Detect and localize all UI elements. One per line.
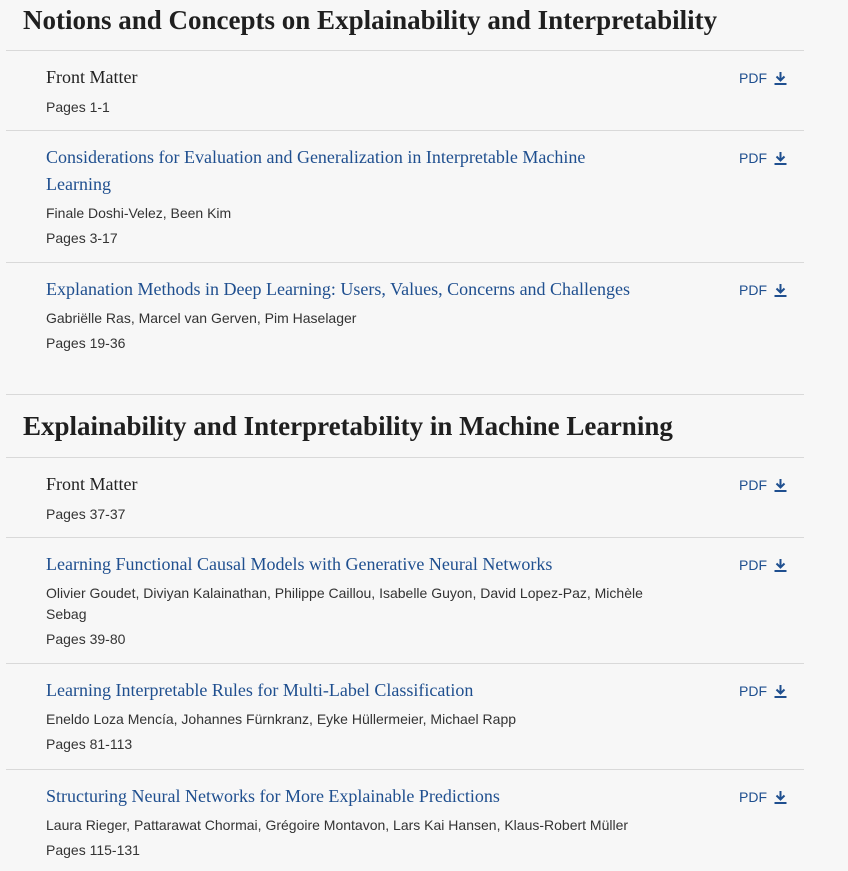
section-title: Explainability and Interpretability in Machine Learning — [6, 395, 804, 458]
entry-pages: Pages 39-80 — [46, 631, 126, 647]
pdf-label: PDF — [739, 557, 767, 573]
entry-pages: Pages 1-1 — [46, 99, 110, 115]
list-item — [6, 664, 804, 770]
download-icon — [774, 283, 787, 297]
pdf-label: PDF — [739, 477, 767, 493]
entry-title-link[interactable]: Learning Interpretable Rules for Multi-Label Classification — [46, 680, 474, 700]
list-item — [6, 538, 804, 664]
entry-authors: Gabriëlle Ras, Marcel van Gerven, Pim Haselager — [46, 310, 357, 326]
pdf-download-link[interactable] — [739, 557, 787, 573]
pdf-label: PDF — [739, 150, 767, 166]
entry-title-link[interactable]: Structuring Neural Networks for More Explainable Predictions — [46, 786, 500, 806]
download-icon — [774, 684, 787, 698]
entry-authors: Olivier Goudet, Diviyan Kalainathan, Philippe Caillou, Isabelle Guyon, David Lopez-Paz, Michèle Sebag — [46, 585, 643, 622]
download-icon — [774, 478, 787, 492]
entry-pages: Pages 3-17 — [46, 230, 118, 246]
entry-title: Front Matter — [46, 474, 138, 494]
entry-title: Front Matter — [46, 67, 138, 87]
pdf-download-link[interactable] — [739, 477, 787, 493]
entry-authors: Eneldo Loza Mencía, Johannes Fürnkranz, Eyke Hüllermeier, Michael Rapp — [46, 711, 517, 727]
pdf-download-link[interactable] — [739, 789, 787, 805]
section-title: Notions and Concepts on Explainability and Interpretability — [6, 0, 804, 51]
download-icon — [774, 558, 787, 572]
list-item — [6, 51, 804, 131]
pdf-download-link[interactable] — [739, 282, 787, 298]
pdf-download-link[interactable] — [739, 150, 787, 166]
entry-title-link[interactable]: Explanation Methods in Deep Learning: Users, Values, Concerns and Challenges — [46, 279, 631, 299]
list-item — [6, 263, 804, 395]
list-item — [6, 458, 804, 538]
entry-authors: Laura Rieger, Pattarawat Chormai, Grégoire Montavon, Lars Kai Hansen, Klaus-Robert Müller — [46, 817, 629, 833]
entry-pages: Pages 81-113 — [46, 736, 133, 752]
pdf-download-link[interactable] — [739, 683, 787, 699]
download-icon — [774, 790, 787, 804]
pdf-label: PDF — [739, 789, 767, 805]
table-of-contents — [6, 0, 804, 871]
list-item — [6, 131, 804, 263]
download-icon — [774, 71, 787, 85]
pdf-download-link[interactable] — [739, 70, 787, 86]
pdf-label: PDF — [739, 683, 767, 699]
entry-pages: Pages 37-37 — [46, 506, 126, 522]
entry-title-link[interactable]: Considerations for Evaluation and Generalization in Interpretable Machine Learning — [46, 147, 586, 194]
pdf-label: PDF — [739, 282, 767, 298]
entry-pages: Pages 115-131 — [46, 842, 140, 858]
entry-title-link[interactable]: Learning Functional Causal Models with Generative Neural Networks — [46, 554, 553, 574]
entry-authors: Finale Doshi-Velez, Been Kim — [46, 205, 232, 221]
list-item — [6, 770, 804, 871]
entry-pages: Pages 19-36 — [46, 335, 126, 351]
download-icon — [774, 151, 787, 165]
pdf-label: PDF — [739, 70, 767, 86]
